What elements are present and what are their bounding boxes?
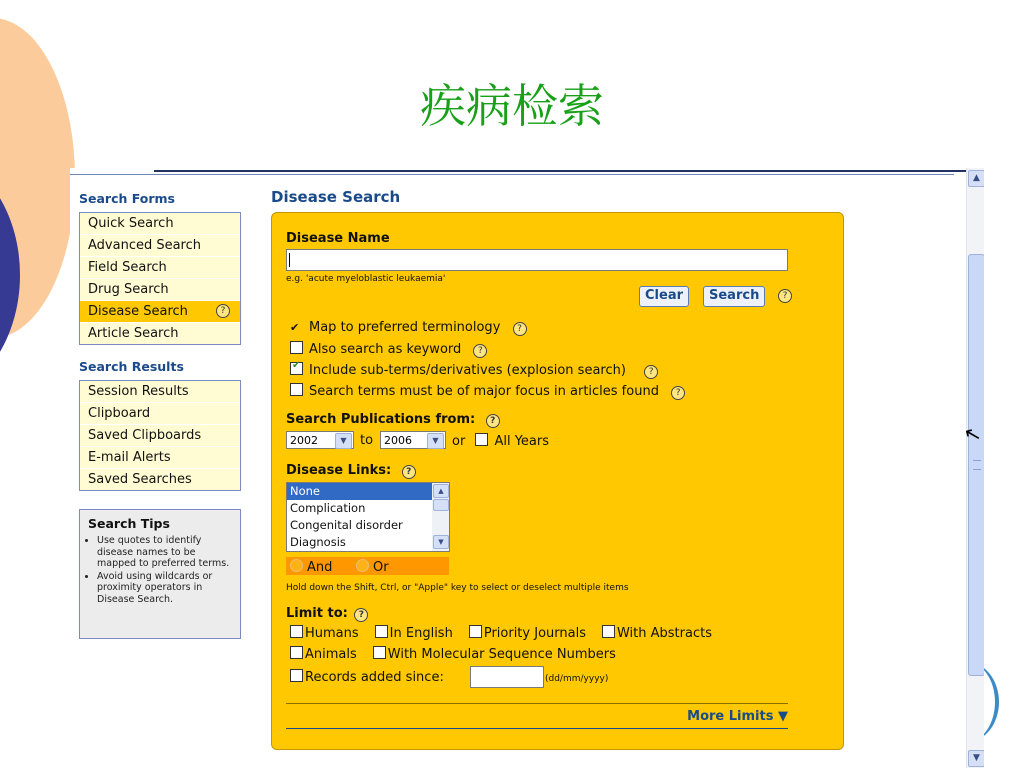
nav-drug-search[interactable]: Drug Search (80, 279, 240, 301)
listbox-option[interactable]: Congenital disorder (290, 518, 403, 532)
help-icon[interactable]: ? (486, 414, 500, 428)
limit-humans[interactable]: Humans (305, 626, 359, 641)
help-icon[interactable]: ? (473, 344, 487, 358)
chevron-down-icon[interactable]: ▼ (335, 433, 352, 449)
limit-priority-journals[interactable]: Priority Journals (483, 626, 586, 641)
scrollbar-grip-icon (973, 460, 981, 470)
listbox-scrollbar[interactable] (432, 483, 449, 551)
scrollbar-thumb[interactable] (433, 499, 449, 511)
header-rule-blue (70, 174, 954, 175)
checkbox[interactable] (290, 625, 303, 638)
limits-row-2 (290, 646, 616, 662)
help-icon[interactable]: ? (671, 386, 685, 400)
nav-disease-search[interactable] (80, 301, 240, 323)
nav-quick-search[interactable]: Quick Search (80, 213, 240, 235)
year-from-select[interactable] (286, 431, 354, 449)
nav-advanced-search[interactable]: Advanced Search (80, 235, 240, 257)
records-added-row (290, 669, 444, 685)
search-results-heading: Search Results (79, 359, 184, 374)
search-tip: • Avoid using wildcards or proximity operators in Disease Search. (97, 571, 234, 606)
and-or-bar (286, 557, 449, 575)
and-radio[interactable] (290, 559, 332, 575)
date-format-hint: (dd/mm/yyyy) (545, 674, 609, 684)
option-map-preferred[interactable] (290, 320, 527, 336)
scroll-up-arrow-icon[interactable]: ▲ (968, 170, 984, 187)
disease-name-label: Disease Name (286, 231, 390, 246)
search-tips-list (80, 535, 240, 605)
and-label: And (307, 560, 333, 575)
more-limits-bar (286, 703, 788, 729)
embedded-screenshot (70, 168, 984, 768)
nav-clipboard[interactable]: Clipboard (80, 403, 240, 425)
publications-label (286, 412, 500, 428)
slide-title: 疾病检索 (420, 79, 604, 133)
disease-links-text: Disease Links: (286, 463, 392, 478)
checkbox-checked[interactable] (290, 362, 303, 375)
disease-name-input[interactable] (286, 249, 788, 271)
help-icon[interactable]: ? (778, 289, 792, 303)
checkbox[interactable] (290, 341, 303, 354)
text-caret (289, 253, 290, 267)
listbox-option[interactable]: None (287, 483, 449, 500)
nav-saved-clipboards[interactable]: Saved Clipboards (80, 425, 240, 447)
triangle-down-icon: ▼ (778, 709, 788, 724)
limit-in-english[interactable]: In English (389, 626, 453, 641)
or-text: or (452, 434, 466, 449)
help-icon[interactable]: ? (216, 304, 230, 318)
header-rule (154, 170, 972, 172)
search-tip: • Use quotes to identify disease names to be mapped to preferred terms. (97, 535, 234, 570)
more-limits-label: More Limits (687, 709, 774, 724)
mouse-pointer-icon: ↖ (961, 420, 984, 448)
checkbox[interactable] (373, 646, 386, 659)
limit-with-abstracts[interactable]: With Abstracts (616, 626, 712, 641)
help-icon[interactable]: ? (644, 365, 658, 379)
disease-name-example: e.g. 'acute myeloblastic leukaemia' (286, 274, 446, 284)
option-explosion-search[interactable] (290, 362, 658, 379)
nav-session-results[interactable]: Session Results (80, 381, 240, 403)
year-from-value: 2002 (290, 434, 318, 447)
or-label (452, 433, 549, 449)
checkbox[interactable] (290, 383, 303, 396)
scroll-down-arrow-icon[interactable]: ▼ (968, 750, 984, 767)
nav-disease-search-label: Disease Search (88, 304, 188, 319)
records-added-label: Records added since: (305, 670, 444, 685)
search-results-list (79, 380, 241, 491)
disease-links-listbox[interactable] (286, 482, 450, 552)
scrollbar-thumb[interactable] (968, 254, 984, 676)
checkbox[interactable] (290, 669, 303, 682)
search-tips-title: Search Tips (88, 516, 170, 531)
all-years-checkbox[interactable] (475, 433, 488, 446)
help-icon[interactable]: ? (402, 465, 416, 479)
option-major-focus[interactable] (290, 383, 685, 400)
checkbox[interactable] (290, 646, 303, 659)
search-forms-heading: Search Forms (79, 191, 175, 206)
option-also-keyword[interactable] (290, 341, 487, 358)
chevron-down-icon[interactable]: ▼ (433, 535, 449, 549)
limit-to-text: Limit to: (286, 606, 348, 621)
option-label: Map to preferred terminology (309, 320, 501, 335)
nav-field-search[interactable]: Field Search (80, 257, 240, 279)
checkbox[interactable] (375, 625, 388, 638)
more-limits-link[interactable] (687, 709, 788, 724)
records-date-input[interactable] (470, 666, 544, 688)
option-label: Search terms must be of major focus in articles found (309, 384, 659, 399)
year-to-select[interactable] (380, 431, 446, 449)
page-title: Disease Search (271, 188, 401, 206)
year-to-value: 2006 (384, 434, 412, 447)
page-scrollbar[interactable] (966, 168, 984, 768)
checkmark-icon: ✔ (290, 321, 300, 334)
or-radio[interactable] (356, 559, 389, 575)
disease-links-label (286, 463, 416, 479)
clear-button[interactable]: Clear (639, 286, 689, 307)
chevron-up-icon[interactable]: ▲ (433, 484, 449, 498)
limits-row-1 (290, 625, 712, 641)
search-tips-box (79, 509, 241, 639)
limit-animals[interactable]: Animals (305, 647, 357, 662)
to-label: to (360, 433, 374, 448)
search-forms-list (79, 212, 241, 345)
listbox-option[interactable]: Diagnosis (290, 535, 346, 549)
chevron-down-icon[interactable]: ▼ (427, 433, 444, 449)
limit-molecular-sequence[interactable]: With Molecular Sequence Numbers (387, 647, 616, 662)
help-icon[interactable]: ? (513, 322, 527, 336)
help-icon[interactable]: ? (354, 608, 368, 622)
multi-select-hint: Hold down the Shift, Ctrl, or "Apple" key to select or deselect multiple items (286, 583, 629, 593)
listbox-option[interactable]: Complication (290, 501, 366, 515)
radio-button[interactable] (290, 559, 303, 572)
option-label: Also search as keyword (309, 342, 462, 357)
nav-saved-searches[interactable]: Saved Searches (88, 472, 192, 487)
radio-button[interactable] (356, 559, 369, 572)
publications-label-text: Search Publications from: (286, 412, 476, 427)
or-radio-label: Or (373, 560, 389, 575)
search-button[interactable]: Search (703, 286, 765, 307)
disease-search-form (271, 212, 844, 750)
limit-to-label (286, 606, 368, 622)
checkbox[interactable] (469, 625, 482, 638)
nav-email-alerts[interactable]: E-mail Alerts (80, 447, 240, 469)
all-years-label: All Years (494, 434, 549, 449)
checkbox[interactable] (602, 625, 615, 638)
option-label: Include sub-terms/derivatives (explosion search) (309, 363, 626, 378)
nav-article-search[interactable]: Article Search (88, 326, 179, 341)
